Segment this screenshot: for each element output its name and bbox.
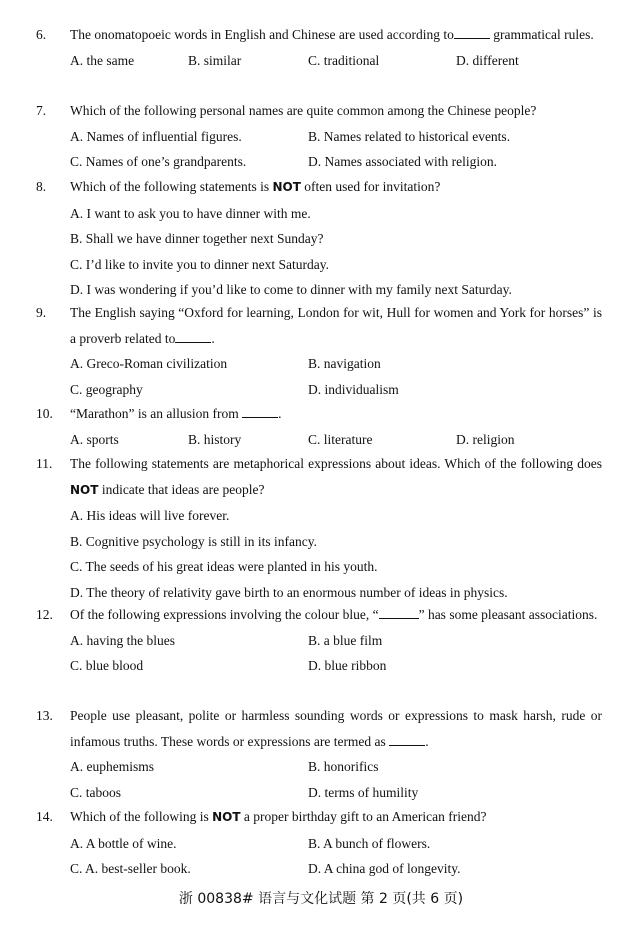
question-12 (36, 602, 602, 679)
question-stem: Which of the following statements is NOT often used for invitation? (70, 179, 441, 194)
option-b: B. a blue film (308, 632, 383, 648)
answer-blank (175, 328, 211, 343)
option-d: D. religion (456, 431, 515, 447)
option-c: C. The seeds of his great ideas were planted in his youth. (70, 559, 378, 574)
option-a: A. Names of influential figures. (70, 128, 242, 144)
option-d: D. individualism (308, 381, 399, 397)
question-number: 10. (36, 406, 53, 421)
options-row (70, 754, 602, 780)
option-b: B. similar (188, 52, 242, 68)
question-stem: People use pleasant, polite or harmless sounding words or expressions to mask harsh, rude or infamous truths. These words or expressions are termed as . (70, 708, 602, 749)
question-stem: Of the following expressions involving the colour blue, “ ” has some pleasant associations. (70, 602, 602, 628)
option-b: B. honorifics (308, 759, 379, 774)
question-number: 9. (36, 305, 47, 320)
option-b: B. navigation (308, 356, 381, 371)
option-c: C. literature (308, 431, 373, 447)
page-footer: 浙 00838# 语言与文化试题 第 2 页(共 6 页) (178, 891, 464, 907)
question-number: 7. (36, 103, 47, 118)
option-b: B. Cognitive psychology is still in its infancy. (70, 533, 317, 549)
option-b: B. history (188, 431, 242, 447)
options-row (70, 351, 602, 377)
question-number: 13. (36, 708, 53, 723)
question-stem: The English saying “Oxford for learning, London for wit, Hull for women and York for horses” is a proverb related to . (70, 305, 602, 346)
option-c: C. Names of one’s grandparents. (70, 154, 247, 169)
option-a: A. sports (70, 431, 119, 447)
question-stem: “Marathon” is an allusion from . (70, 401, 602, 427)
question-7 (36, 98, 602, 175)
question-number: 14. (36, 809, 53, 824)
option-c: C. geography (70, 381, 143, 397)
option-c: C. taboos (70, 784, 122, 800)
options-row (70, 628, 602, 654)
option-b: B. Names related to historical events. (308, 128, 511, 144)
answer-blank (379, 604, 419, 619)
question-number: 6. (36, 27, 47, 42)
question-stem: Which of the following is NOT a proper birthday gift to an American friend? (70, 809, 487, 824)
option-a: A. euphemisms (70, 759, 154, 774)
option-a: A. A bottle of wine. (70, 835, 177, 851)
question-9 (36, 300, 602, 402)
option-a: A. the same (70, 52, 135, 68)
option-c: C. A. best-seller book. (70, 861, 191, 876)
options-row (70, 377, 602, 403)
question-6 (36, 22, 602, 73)
options-row (70, 149, 602, 175)
question-11 (36, 451, 602, 605)
question-stem: Which of the following personal names are quite common among the Chinese people? (70, 103, 537, 118)
question-number: 8. (36, 179, 47, 194)
options-row (70, 124, 602, 150)
option-b: B. Shall we have dinner together next Sunday? (70, 231, 324, 246)
answer-blank (454, 24, 490, 39)
option-d: D. Names associated with religion. (308, 154, 497, 169)
options-row (70, 831, 602, 857)
options-row (70, 780, 602, 806)
question-8 (36, 174, 602, 303)
option-d: D. different (456, 52, 519, 68)
question-14 (36, 804, 602, 882)
option-c: C. traditional (308, 52, 380, 68)
option-a: A. I want to ask you to have dinner with me. (70, 205, 311, 221)
question-stem: The onomatopoeic words in English and Chinese are used according to grammatical rules. (70, 22, 602, 48)
answer-blank (242, 403, 278, 418)
option-c: C. I’d like to invite you to dinner next Saturday. (70, 256, 329, 272)
question-stem: The following statements are metaphorical expressions about ideas. Which of the following does NOT indicate that ideas are people? (70, 456, 602, 497)
option-a: A. His ideas will live forever. (70, 508, 230, 523)
options-row (70, 427, 602, 453)
option-a: A. having the blues (70, 632, 175, 648)
question-13 (36, 703, 602, 805)
question-number: 11. (36, 456, 53, 471)
option-d: D. blue ribbon (308, 658, 387, 673)
options-row (70, 653, 602, 679)
option-a: A. Greco-Roman civilization (70, 356, 228, 371)
option-c: C. blue blood (70, 658, 144, 673)
answer-blank (389, 731, 425, 746)
option-d: D. I was wondering if you’d like to come to dinner with my family next Saturday. (70, 282, 512, 297)
options-row (70, 856, 602, 882)
option-d: D. A china god of longevity. (308, 861, 461, 876)
option-d: D. terms of humility (308, 784, 419, 800)
options-row (70, 48, 602, 74)
question-number: 12. (36, 607, 53, 622)
question-10 (36, 401, 602, 452)
option-d: D. The theory of relativity gave birth to an enormous number of ideas in physics. (70, 584, 508, 600)
option-b: B. A bunch of flowers. (308, 835, 431, 851)
